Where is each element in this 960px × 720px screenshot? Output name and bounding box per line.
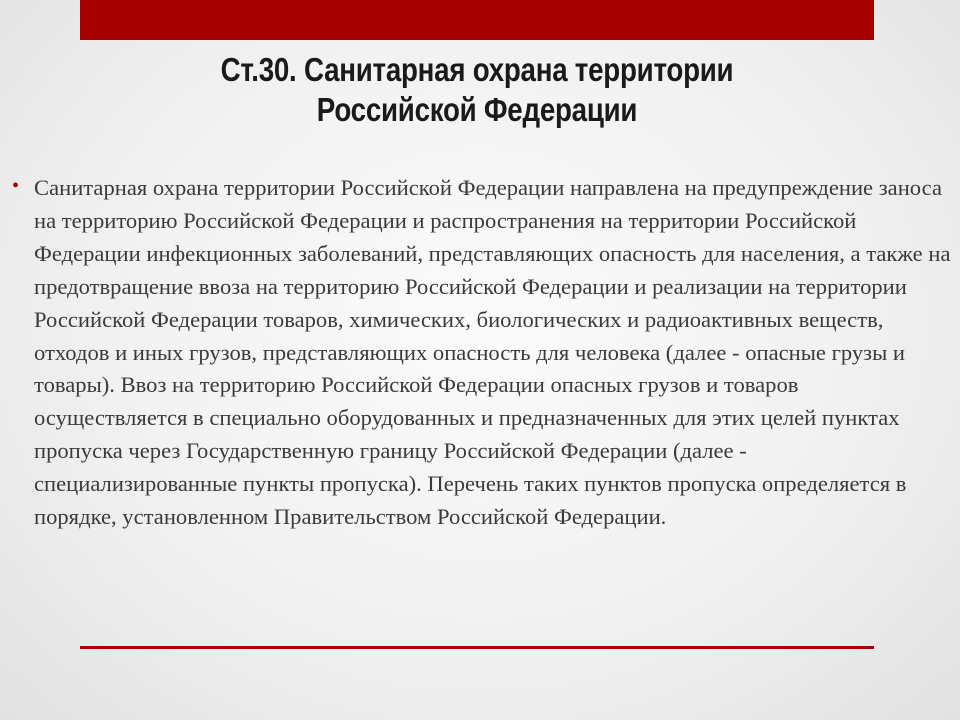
top-accent-bar [80,0,874,40]
bullet-icon: • [12,175,20,197]
slide-title [144,50,811,130]
slide-title-line-1: Ст.30. Санитарная охрана территории [220,51,734,88]
bullet-paragraph: Санитарная охрана территории Российской Федерации направлена на предупреждение заноса на территорию Российской Федерации и распространения на территории Российской Федерации инфекционных заболеваний, представляющих опасность для населения, а также на предотвращение ввоза на территорию Российской Федерации и реализации на территории Российской Федерации товаров, химических, биологических и радиоактивных веществ, отходов и иных грузов, представляющих опасность для человека (далее - опасные грузы и товары). Ввоз на территорию Российской Федерации опасных грузов и товаров осуществляется в специально оборудованных и предназначенных для этих целей пунктах пропуска через Государственную границу Российской Федерации (далее - специализированные пункты пропуска). Перечень таких пунктов пропуска определяется в порядке, установленном Правительством Российской Федерации. [34,175,951,530]
bullet-list-item [12,172,952,534]
slide-title-line-2: Российской Федерации [316,91,638,128]
bottom-divider [80,646,874,649]
